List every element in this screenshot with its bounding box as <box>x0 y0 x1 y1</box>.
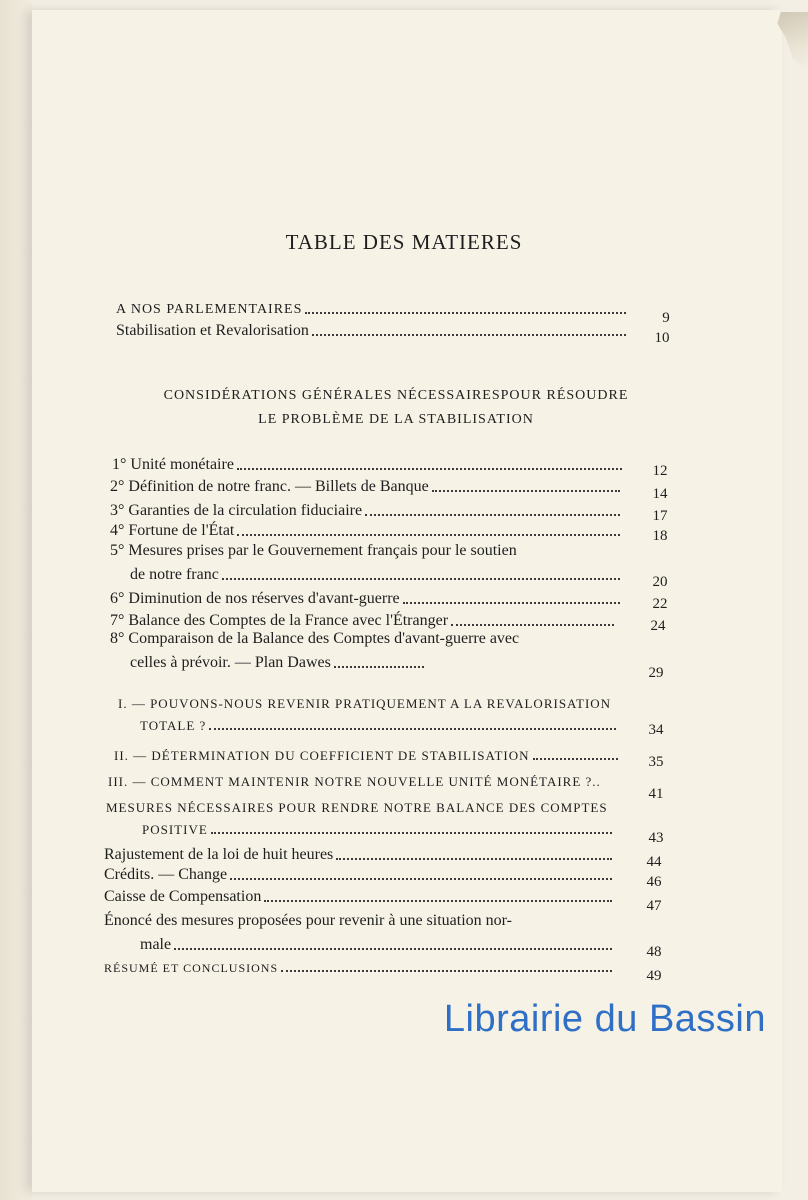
toc-entry-continuation: de notre franc <box>130 566 219 583</box>
toc-entry-label: A NOS PARLEMENTAIRES <box>116 302 303 317</box>
toc-entry-label: Stabilisation et Revalorisation <box>116 322 309 339</box>
leader-dots <box>334 666 424 668</box>
book-spine-edge <box>0 0 32 1200</box>
toc-part-4-line1: MESURES NÉCESSAIRES POUR RENDRE NOTRE BALANCE DES COMPTES <box>106 800 608 815</box>
toc-entry-label: RÉSUMÉ ET CONCLUSIONS <box>104 961 279 975</box>
toc-entry-5 <box>130 562 626 584</box>
toc-entry-continuation: TOTALE ? <box>140 718 207 733</box>
leader-dots <box>230 878 612 880</box>
toc-entry-label: Caisse de Compensation <box>104 888 262 905</box>
toc-page-number: 29 <box>648 665 664 681</box>
toc-entry-8 <box>130 650 430 672</box>
toc-entry-label: 7° Balance des Comptes de la France avec l'Étranger <box>110 612 449 629</box>
leader-dots <box>533 758 618 760</box>
toc-entry-label: 2° Définition de notre franc. — Billets de Banque <box>110 478 429 495</box>
toc-part-4 <box>142 816 618 838</box>
leader-dots <box>312 334 626 336</box>
toc-entry-label: 6° Diminution de nos réserves d'avant-guerre <box>110 590 400 607</box>
leader-dots <box>403 602 620 604</box>
leader-dots <box>209 728 616 730</box>
toc-page-number: 20 <box>652 574 668 590</box>
toc-part-1-line1: I. — POUVONS-NOUS REVENIR PRATIQUEMENT A LA REVALORISATION <box>118 696 612 711</box>
toc-entry-5-line1: 5° Mesures prises par le Gouvernement français pour le soutien <box>110 542 517 559</box>
toc-entry-label: Rajustement de la loi de huit heures <box>104 846 334 863</box>
toc-part-3: III. — COMMENT MAINTENIR NOTRE NOUVELLE UNITÉ MONÉTAIRE ?.. <box>108 774 601 789</box>
leader-dots <box>211 832 612 834</box>
toc-entry-parlementaires <box>116 296 632 318</box>
toc-page-number: 46 <box>646 874 662 890</box>
toc-page-number: 24 <box>650 618 666 634</box>
leader-dots <box>264 900 612 902</box>
toc-subitem-4-line1: Énoncé des mesures proposées pour revenir à une situation nor- <box>104 912 512 929</box>
toc-page-number: 10 <box>654 330 670 346</box>
toc-entry-7 <box>110 608 620 630</box>
toc-subitem-3 <box>104 884 618 906</box>
toc-subitem-1 <box>104 842 618 864</box>
toc-page-number: 12 <box>652 463 668 479</box>
toc-page-number: 49 <box>646 968 662 984</box>
toc-entry-8-line1: 8° Comparaison de la Balance des Comptes d'avant-guerre avec <box>110 630 520 647</box>
toc-entry-6 <box>110 586 626 608</box>
toc-entry-3 <box>110 498 626 520</box>
toc-page-number: 44 <box>646 854 662 870</box>
toc-entry-label: Crédits. — Change <box>104 866 228 883</box>
leader-dots <box>305 312 626 314</box>
toc-page-number: 43 <box>648 830 664 846</box>
toc-entry-4 <box>110 518 626 540</box>
leader-dots <box>237 468 622 470</box>
toc-subitem-4 <box>140 932 618 954</box>
toc-entry-label: 3° Garanties de la circulation fiduciaire <box>110 502 363 519</box>
toc-entry-stabilisation <box>116 318 632 340</box>
toc-entry-label: II. — DÉTERMINATION DU COEFFICIENT DE STABILISATION <box>114 748 530 763</box>
watermark-text: Librairie du Bassin <box>443 998 766 1040</box>
toc-entry-continuation: celles à prévoir. — Plan Dawes <box>130 654 331 671</box>
toc-page-number: 18 <box>652 528 668 544</box>
leader-dots <box>365 514 620 516</box>
section-heading-line2: LE PROBLÈME DE LA STABILISATION <box>258 412 534 427</box>
toc-entry-label: 4° Fortune de l'État <box>110 522 235 539</box>
toc-entry-continuation: male <box>140 936 172 953</box>
leader-dots <box>222 578 620 580</box>
toc-page-number: 17 <box>652 508 668 524</box>
toc-page-number: 34 <box>648 722 664 738</box>
section-heading-line1: CONSIDÉRATIONS GÉNÉRALES NÉCESSAIRESPOUR RÉSOUDRE <box>163 388 629 403</box>
toc-entry-1 <box>112 452 628 474</box>
toc-page-number: 41 <box>648 786 664 802</box>
toc-subitem-2 <box>104 862 618 884</box>
toc-entry-continuation: POSITIVE <box>142 822 208 837</box>
toc-subitem-5 <box>104 954 618 976</box>
toc-page-number: 14 <box>652 486 668 502</box>
leader-dots <box>237 534 620 536</box>
leader-dots <box>281 970 612 972</box>
toc-page-number: 47 <box>646 898 662 914</box>
leader-dots <box>451 624 614 626</box>
leader-dots <box>336 858 612 860</box>
toc-entry-label: 1° Unité monétaire <box>112 456 234 473</box>
leader-dots <box>174 948 612 950</box>
toc-part-2 <box>114 742 624 764</box>
page-title: TABLE DES MATIERES <box>285 230 523 254</box>
toc-page-number: 35 <box>648 754 664 770</box>
leader-dots <box>432 490 620 492</box>
toc-page-number: 22 <box>652 596 668 612</box>
toc-entry-2 <box>110 474 626 496</box>
toc-part-1 <box>140 712 622 734</box>
toc-page-number: 48 <box>646 944 662 960</box>
toc-page-number: 9 <box>662 310 670 326</box>
